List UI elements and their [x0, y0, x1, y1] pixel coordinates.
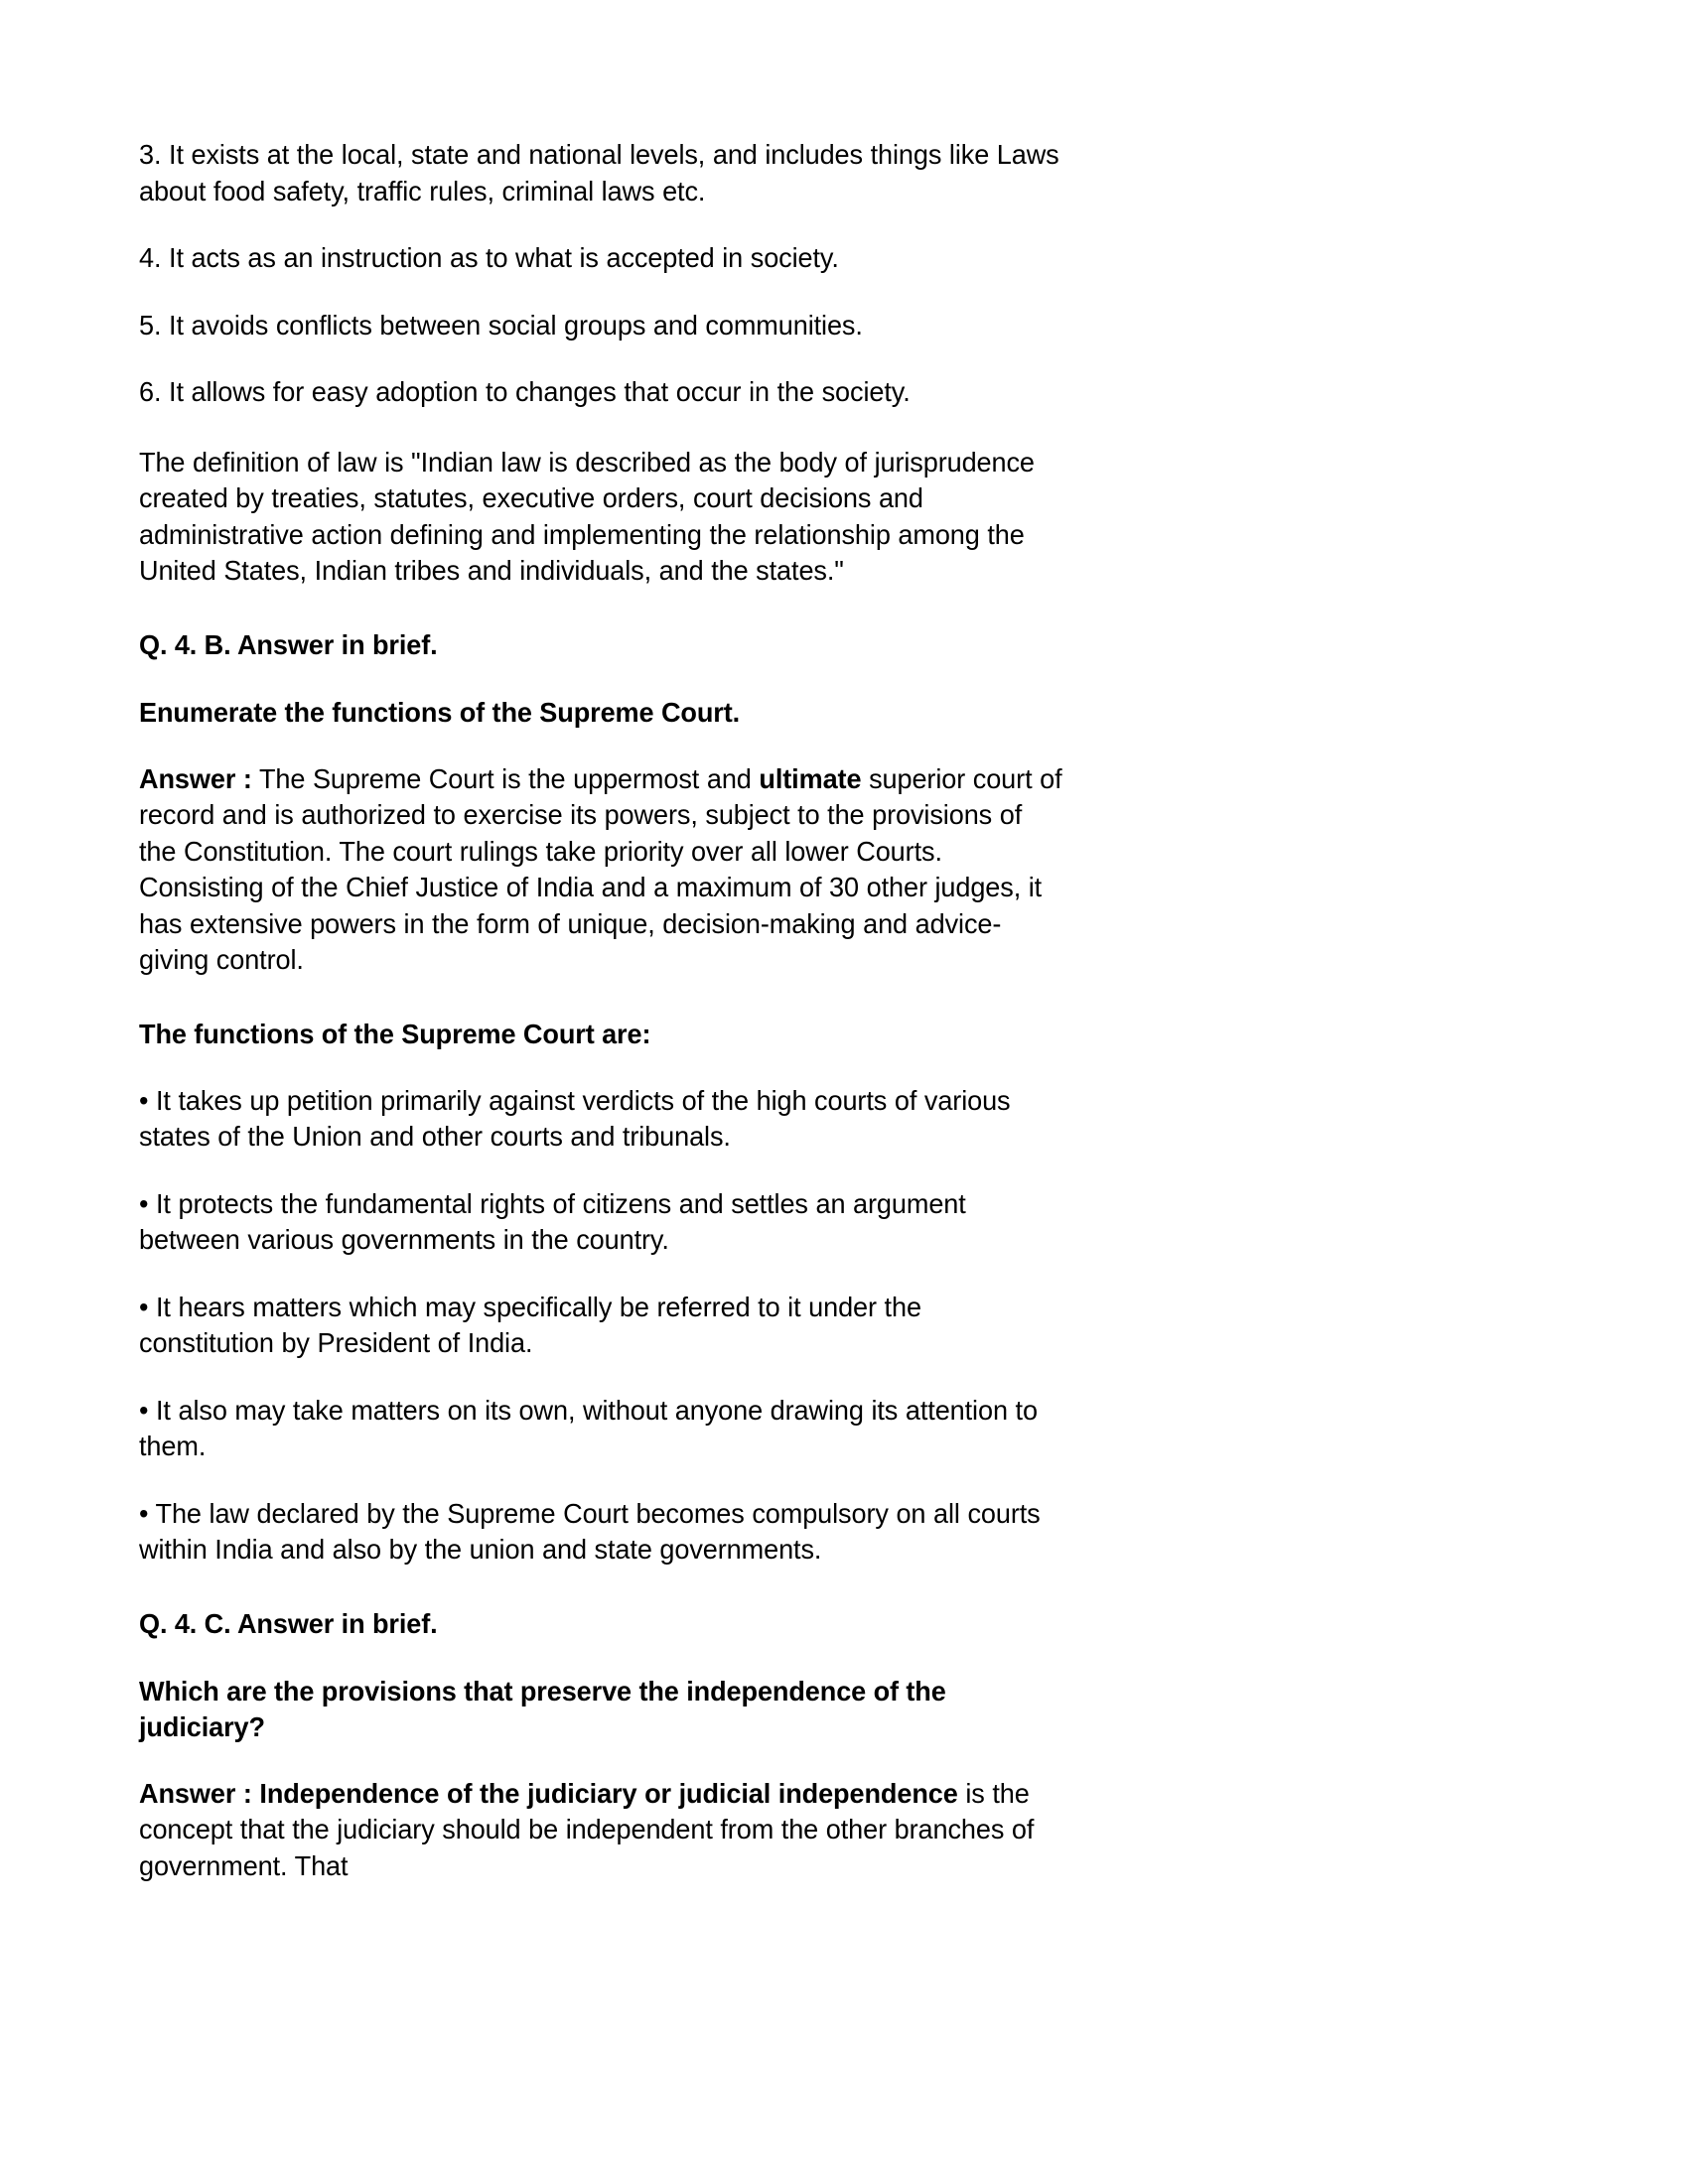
- body-text: The Supreme Court is the uppermost and: [251, 762, 760, 794]
- definition-paragraph: The definition of law is "Indian law is described as the body of jurisprudence created by treaties, statutes, executive orders, court decisions and administrative action defining and implementing the relationship among the United States, Indian tribes and individuals, and the states.": [139, 446, 1035, 586]
- list-item: 4. It acts as an instruction as to what is accepted in society.: [139, 242, 839, 273]
- question-heading-q4b: Q. 4. B. Answer in brief.: [139, 628, 438, 660]
- functions-subheading: The functions of the Supreme Court are:: [139, 1018, 651, 1049]
- answer-paragraph-q4b: [139, 761, 1063, 979]
- list-item: • The law declared by the Supreme Court becomes compulsory on all courts within India and also by the union and state governments.: [139, 1497, 1041, 1565]
- emphasis-text: ultimate: [759, 762, 862, 794]
- list-item: • It also may take matters on its own, without anyone drawing its attention to them.: [139, 1394, 1038, 1461]
- list-item: 6. It allows for easy adoption to changes that occur in the society.: [139, 376, 911, 407]
- question-heading-q4c: Q. 4. C. Answer in brief.: [139, 1607, 438, 1639]
- list-item: 3. It exists at the local, state and national levels, and includes things like Laws about food safety, traffic rules, criminal laws etc.: [139, 139, 1059, 206]
- answer-paragraph-q4c: [139, 1776, 1063, 1885]
- question-text-q4c: Which are the provisions that preserve the independence of the judiciary?: [139, 1675, 946, 1742]
- body-text: superior court of record and is authorized to exercise its powers, subject to the provisions of the Constitution. The court rulings take priority over all lower Courts. Consisting of the Chief Justice of India and a maximum of 30 other judges, it has extensive powers in the form of unique, decision-making and advice-giving control.: [139, 762, 1062, 975]
- document-content-column: [139, 137, 1077, 1884]
- list-item: 5. It avoids conflicts between social groups and communities.: [139, 309, 863, 341]
- question-text-q4b: Enumerate the functions of the Supreme Court.: [139, 696, 741, 728]
- list-item: • It hears matters which may specifically be referred to it under the constitution by President of India.: [139, 1291, 921, 1358]
- list-item: • It protects the fundamental rights of citizens and settles an argument between various governments in the country.: [139, 1187, 966, 1255]
- emphasis-text: Answer : Independence of the judiciary or judicial independence: [139, 1777, 958, 1809]
- emphasis-text: Answer :: [139, 762, 252, 794]
- list-item: • It takes up petition primarily against verdicts of the high courts of various states of the Union and other courts and tribunals.: [139, 1084, 1011, 1152]
- body-text: is the concept that the judiciary should be independent from the other branches of government. That: [139, 1777, 1035, 1881]
